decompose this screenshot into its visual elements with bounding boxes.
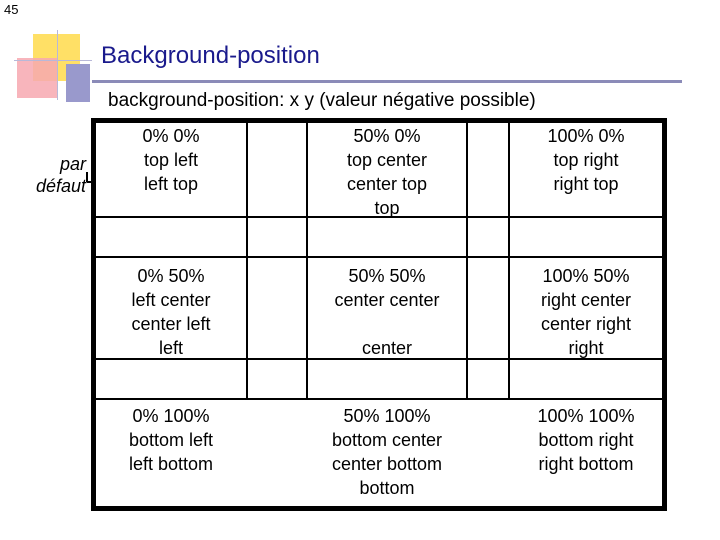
grid-cell xyxy=(308,218,466,256)
grid-cell xyxy=(248,123,306,216)
grid-cell xyxy=(96,360,246,398)
grid-cell xyxy=(248,360,306,398)
page-title: Background-position xyxy=(101,42,320,69)
decorative-square-pink xyxy=(17,58,57,98)
cell-text-bottom-right: 100% 100% bottom right right bottom xyxy=(537,406,635,474)
grid-cell xyxy=(96,218,246,256)
cell-text-top-right: 100% 0% top right right top xyxy=(547,126,625,194)
grid-cell xyxy=(510,218,662,256)
grid-cell xyxy=(468,258,508,358)
subtitle: background-position: x y (valeur négative possible) xyxy=(108,90,536,111)
cell-text-center-left: 0% 50% left center center left left xyxy=(131,266,211,358)
decorative-line-horizontal xyxy=(14,60,92,61)
grid-cell xyxy=(468,360,508,398)
cell-text-bottom-left: 0% 100% bottom left left bottom xyxy=(128,406,214,474)
background-position-grid xyxy=(91,118,667,511)
grid-cell xyxy=(468,123,508,216)
cell-text-top-left: 0% 0% top left left top xyxy=(142,126,200,194)
cell-text-bottom-center: 50% 100% bottom center center bottom bottom xyxy=(331,406,443,498)
slide-number: 45 xyxy=(4,2,19,17)
grid-cell xyxy=(248,258,306,358)
default-label: par défaut xyxy=(35,154,86,196)
cell-text-center-right: 100% 50% right center center right right xyxy=(540,266,632,358)
cell-text-center-center: 50% 50% center center center xyxy=(334,266,440,358)
grid-cell xyxy=(510,360,662,398)
grid-cell xyxy=(468,218,508,256)
decorative-square-blue xyxy=(66,64,90,102)
grid-cell xyxy=(308,360,466,398)
cell-text-top-center: 50% 0% top center center top top xyxy=(346,126,428,218)
grid-cell xyxy=(248,218,306,256)
decorative-line-vertical xyxy=(57,30,58,100)
title-underline xyxy=(92,80,682,83)
